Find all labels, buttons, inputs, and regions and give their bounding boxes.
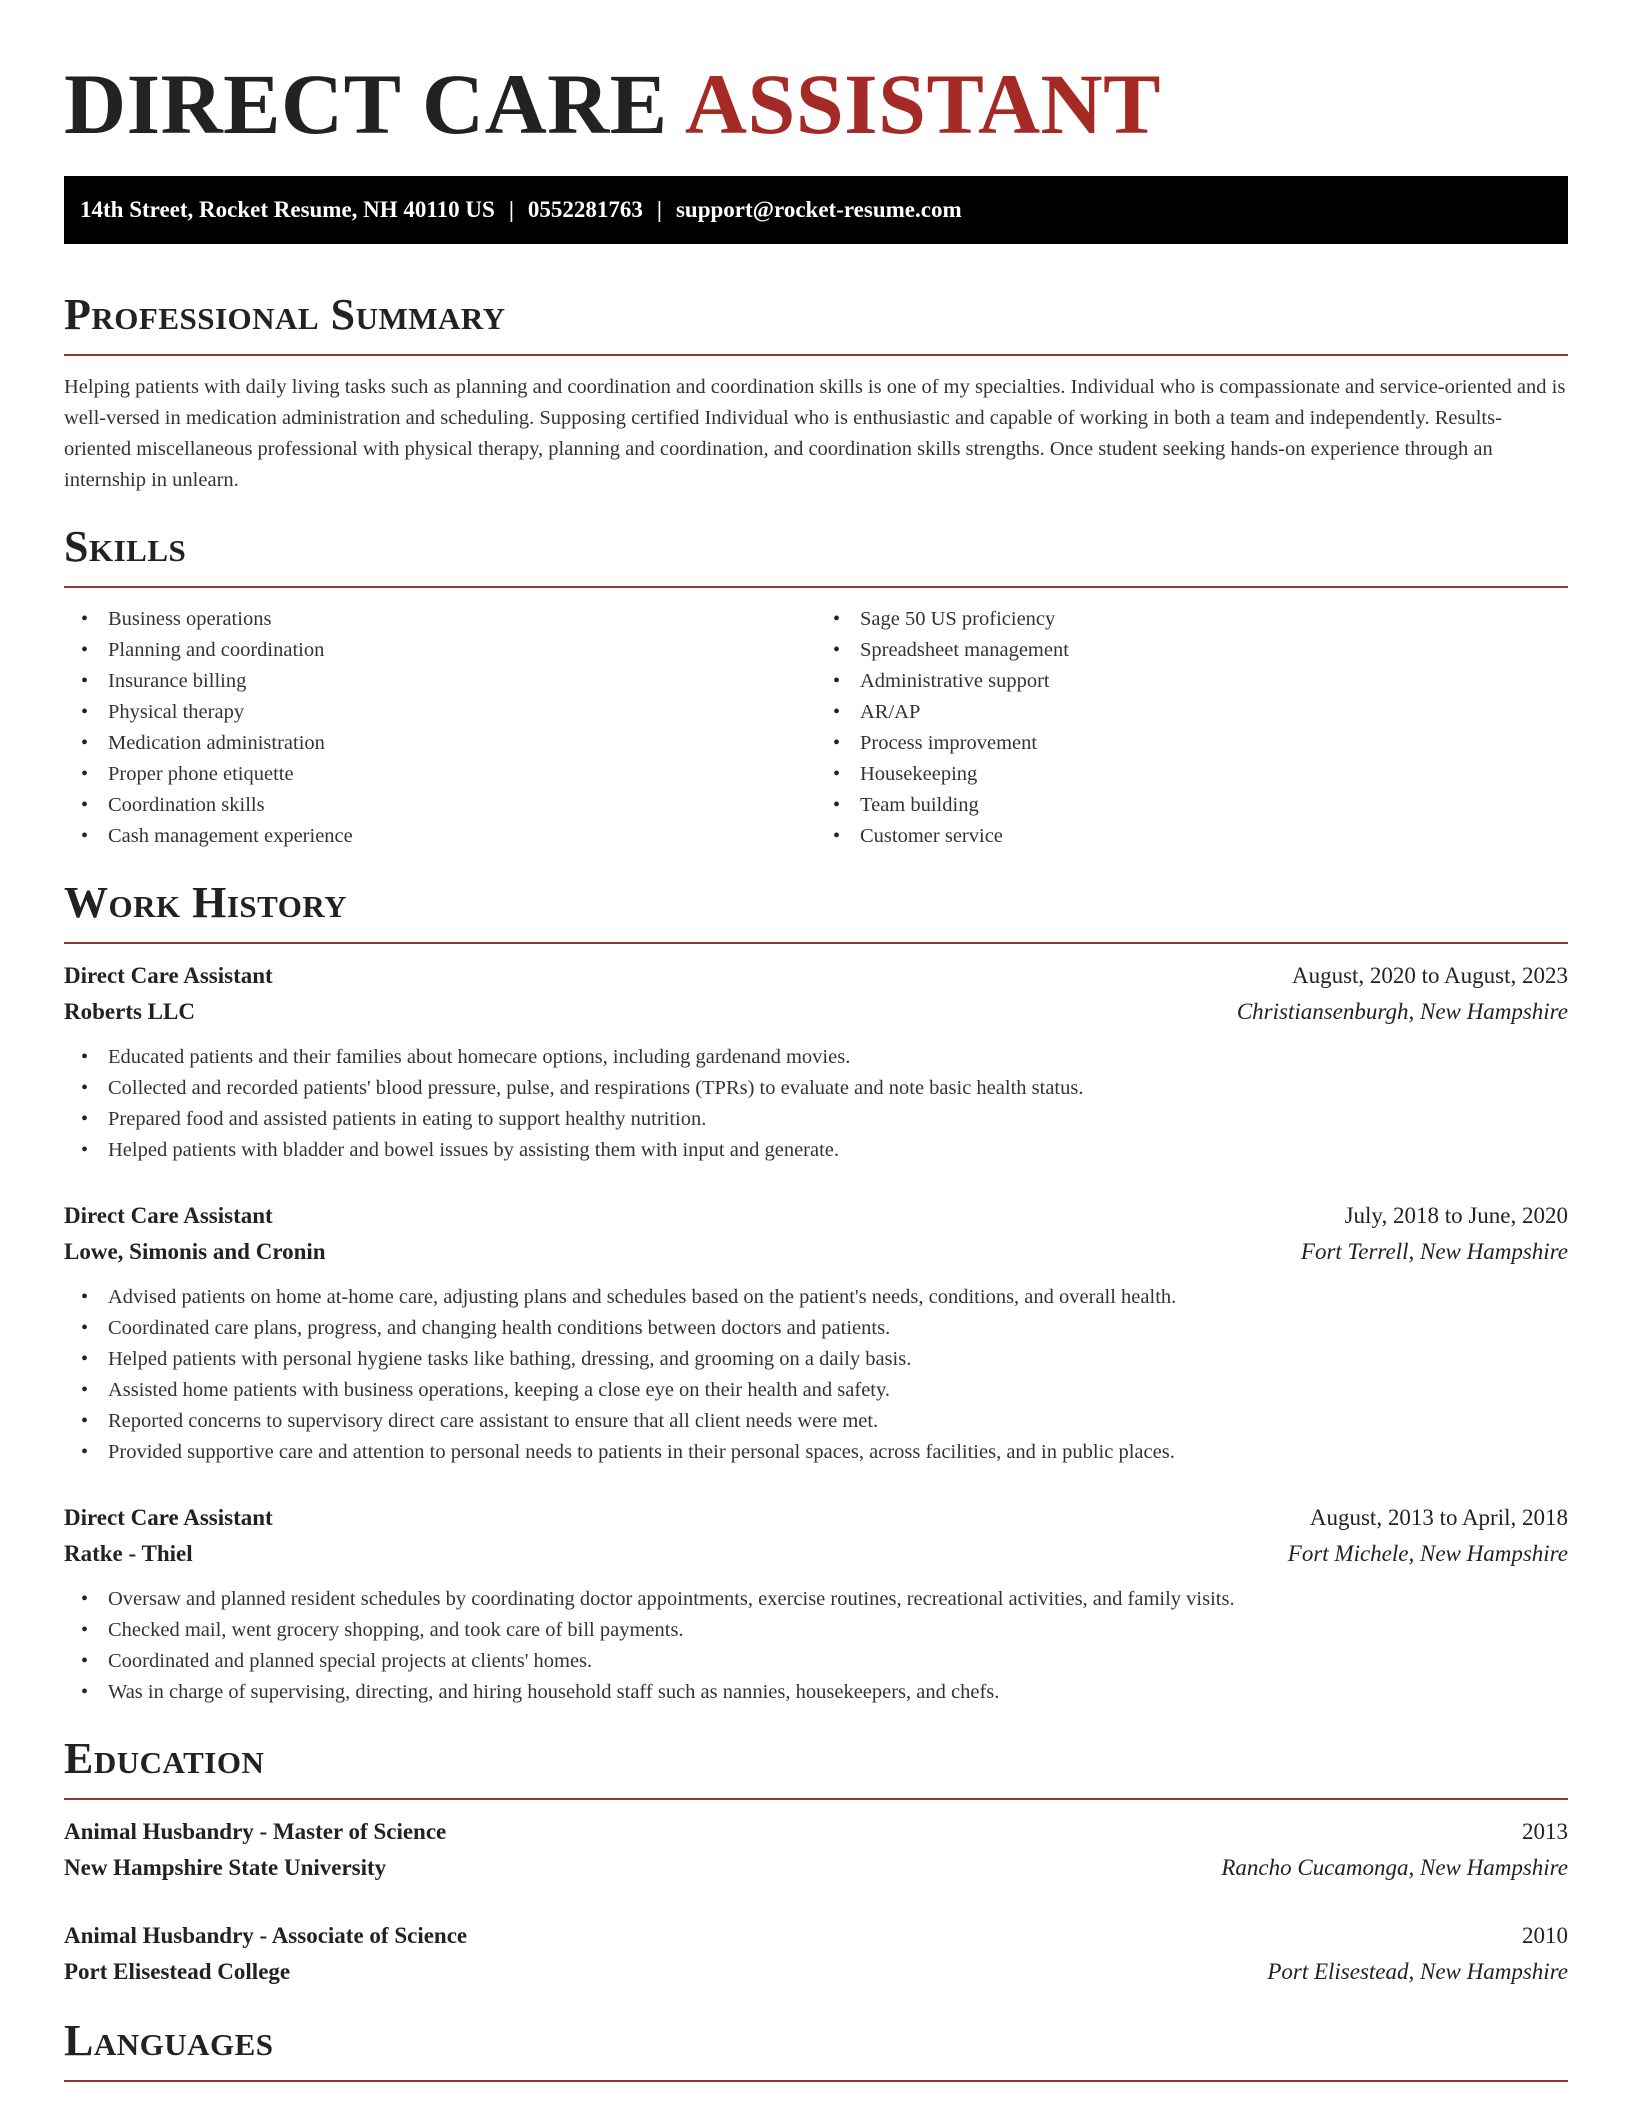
education-location: Port Elisestead, New Hampshire <box>1267 1959 1568 1984</box>
skills-column-left <box>64 604 816 852</box>
education-school-row <box>64 1850 1568 1886</box>
contact-email: support@rocket-resume.com <box>675 197 962 222</box>
job-company-row <box>64 994 1568 1030</box>
languages-heading: Languages <box>64 2016 1568 2082</box>
summary-text: Helping patients with daily living tasks such as planning and coordination and coordination skills is one of my specialties. Individual who is compassionate and service-oriented and is well-versed in medication administration and scheduling. Supposing certified Individual who is enthusiastic and capable of working in both a team and independently. Results-oriented miscellaneous professional with physical therapy, planning and coordination, and coordination skills strengths. Once student seeking hands-on experience through an internship in unlearn. <box>64 376 1566 491</box>
job-bullet: • Prepared food and assisted patients in eating to support healthy nutrition. <box>108 1104 1568 1135</box>
skill-item: • Proper phone etiquette <box>108 759 816 790</box>
job-company: Lowe, Simonis and Cronin <box>64 1239 326 1264</box>
education-school: New Hampshire State University <box>64 1855 387 1880</box>
skill-item: • Spreadsheet management <box>860 635 1568 666</box>
job-company: Ratke - Thiel <box>64 1541 193 1566</box>
job-bullet: • Checked mail, went grocery shopping, and took care of bill payments. <box>108 1615 1568 1646</box>
job-bullet: • Helped patients with bladder and bowel issues by assisting them with input and generate. <box>108 1135 1568 1166</box>
work-history-heading: Work History <box>64 878 1568 944</box>
skills-grid <box>64 604 1568 852</box>
contact-separator: | <box>656 197 662 222</box>
contact-address: 14th Street, Rocket Resume, NH 40110 US <box>80 197 495 222</box>
skill-item: • Cash management experience <box>108 821 816 852</box>
job-dates: August, 2013 to April, 2018 <box>1309 1505 1568 1530</box>
skill-item: • AR/AP <box>860 697 1568 728</box>
job-bullet: • Educated patients and their families about homecare options, including gardenand movies. <box>108 1042 1568 1073</box>
skill-item: • Planning and coordination <box>108 635 816 666</box>
education-degree: Animal Husbandry - Master of Science <box>64 1819 447 1844</box>
job-bullet: • Helped patients with personal hygiene tasks like bathing, dressing, and grooming on a daily basis. <box>108 1344 1568 1375</box>
job-bullets <box>64 1282 1568 1468</box>
education-year: 2013 <box>1522 1819 1568 1844</box>
resume-name <box>64 0 1568 154</box>
education-school-row <box>64 1954 1568 1990</box>
job-bullets <box>64 1042 1568 1166</box>
job-bullet: • Assisted home patients with business operations, keeping a close eye on their health and safety. <box>108 1375 1568 1406</box>
skill-item: • Administrative support <box>860 666 1568 697</box>
summary-heading: Professional Summary <box>64 290 1568 356</box>
skill-item: • Business operations <box>108 604 816 635</box>
job-header-row <box>64 1500 1568 1536</box>
skill-item: • Physical therapy <box>108 697 816 728</box>
job-location: Fort Terrell, New Hampshire <box>1300 1239 1568 1264</box>
job-bullets <box>64 1584 1568 1708</box>
summary-section <box>64 290 1568 496</box>
skills-column-right <box>816 604 1568 852</box>
education-heading: Education <box>64 1734 1568 1800</box>
job-header-row <box>64 1198 1568 1234</box>
job-location: Fort Michele, New Hampshire <box>1287 1541 1568 1566</box>
education-degree-row <box>64 1918 1568 1954</box>
job-bullet: • Advised patients on home at-home care, adjusting plans and schedules based on the patient's needs, conditions, and overall health. <box>108 1282 1568 1313</box>
skill-item: • Insurance billing <box>108 666 816 697</box>
contact-separator: | <box>508 197 514 222</box>
job-title: Direct Care Assistant <box>64 1505 273 1530</box>
job-location: Christiansenburgh, New Hampshire <box>1236 999 1568 1024</box>
job-bullet: • Oversaw and planned resident schedules by coordinating doctor appointments, exercise routines, recreational activities, and family visits. <box>108 1584 1568 1615</box>
education-year: 2010 <box>1522 1923 1568 1948</box>
job-entry <box>64 958 1568 1166</box>
skill-item: • Sage 50 US proficiency <box>860 604 1568 635</box>
skill-item: • Team building <box>860 790 1568 821</box>
job-header-row <box>64 958 1568 994</box>
education-entry <box>64 1814 1568 1886</box>
languages-section <box>64 2016 1568 2082</box>
education-section <box>64 1734 1568 1990</box>
contact-bar <box>64 176 1568 244</box>
job-bullet: • Coordinated care plans, progress, and changing health conditions between doctors and patients. <box>108 1313 1568 1344</box>
education-location: Rancho Cucamonga, New Hampshire <box>1221 1855 1568 1880</box>
name-first: DIRECT CARE <box>64 56 668 152</box>
job-bullet: • Was in charge of supervising, directing, and hiring household staff such as nannies, housekeepers, and chefs. <box>108 1677 1568 1708</box>
job-entry <box>64 1198 1568 1468</box>
education-school: Port Elisestead College <box>64 1959 291 1984</box>
job-bullet: • Collected and recorded patients' blood pressure, pulse, and respirations (TPRs) to evaluate and note basic health status. <box>108 1073 1568 1104</box>
skill-item: • Process improvement <box>860 728 1568 759</box>
education-degree-row <box>64 1814 1568 1850</box>
name-last: ASSISTANT <box>684 56 1162 152</box>
contact-phone: 0552281763 <box>527 197 643 222</box>
job-bullet: • Coordinated and planned special projects at clients' homes. <box>108 1646 1568 1677</box>
skills-section <box>64 522 1568 852</box>
education-entry <box>64 1918 1568 1990</box>
job-bullet: • Provided supportive care and attention to personal needs to patients in their personal spaces, across facilities, and in public places. <box>108 1437 1568 1468</box>
work-history-section <box>64 878 1568 1708</box>
skills-heading: Skills <box>64 522 1568 588</box>
job-dates: July, 2018 to June, 2020 <box>1344 1203 1568 1228</box>
skill-item: • Medication administration <box>108 728 816 759</box>
job-company: Roberts LLC <box>64 999 195 1024</box>
job-title: Direct Care Assistant <box>64 963 273 988</box>
skill-item: • Coordination skills <box>108 790 816 821</box>
skill-item: • Customer service <box>860 821 1568 852</box>
job-dates: August, 2020 to August, 2023 <box>1291 963 1568 988</box>
job-entry <box>64 1500 1568 1708</box>
education-degree: Animal Husbandry - Associate of Science <box>64 1923 468 1948</box>
job-company-row <box>64 1234 1568 1270</box>
job-title: Direct Care Assistant <box>64 1203 273 1228</box>
skill-item: • Housekeeping <box>860 759 1568 790</box>
job-company-row <box>64 1536 1568 1572</box>
job-bullet: • Reported concerns to supervisory direct care assistant to ensure that all client needs were met. <box>108 1406 1568 1437</box>
